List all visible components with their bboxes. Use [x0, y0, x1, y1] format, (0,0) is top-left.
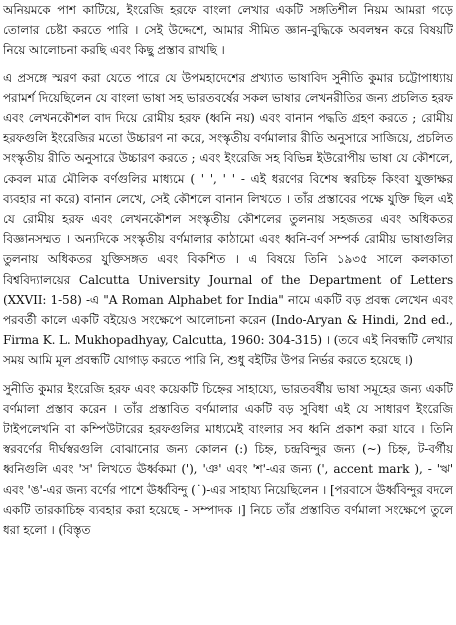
paragraph-intro: অনিয়মকে পাশ কাটিয়ে, ইংরেজি হরফে বাংলা লেখার একটি সঙ্গতিশীল নিয়ম আমরা গড়ে তোলার চেষ্টা করতে পারি । সেই উদ্দেশে, আমার সীমিত জ্ঞান-বুদ্ধিকে অবলম্বন করে বিষয়টি নিয়ে আলোচনা করছি এবং কিছু প্রস্তাব রাখছি । [3, 3, 453, 58]
document-page [3, 0, 453, 625]
paragraph-suniti-proposal: এ প্রসঙ্গে স্মরণ করা যেতে পারে যে উপমহাদেশের প্রখ্যাত ভাষাবিদ সুনীতি কুমার চট্টোপাধ্যায় পরামর্শ দিয়েছিলেন যে বাংলা ভাষা সহ ভারতবর্ষের সকল ভাষার লেখনরীতির জন্য প্রচলিত হরফ এবং লেখনকৌশল বাদ দিয়ে রোমীয় হরফ (ধ্বনি নয়) এবং বানান পদ্ধতি গ্রহণ করতে ; রোমীয় হরফগুলি ইংরেজির মতো উচ্চারণ না করে, সংস্কৃতীয় বর্ণমালার রীতি অনুসারে সাজিয়ে, প্রচলিত সংস্কৃতীয় রীতি অনুসারে উচ্চারণ করতে ; এবং ইংরেজি সহ বিভিন্ন ইউরোপীয় ভাষা যে কৌশলে, কেবল মাত্র মৌলিক বর্ণগুলির মাধ্যমে ( ' ', ' ' - এই ধরণের বিশেষ স্বরচিহ্ন কিংবা যুক্তাক্ষর ব্যবহার না করে) বানান লেখে, সেই কৌশলে বানান লিখতে । তাঁর প্রস্তাবের পক্ষে যুক্তি ছিল এই যে রোমীয় হরফ এবং লেখনকৌশল সংস্কৃতীয় কৌশলের তুলনায় সহজতর এবং অধিকতর বিজ্ঞানসম্মত । অন্যদিকে সংস্কৃতীয় বর্ণমালার কাঠামো এবং ধ্বনি-বর্ণ সম্পর্ক রোমীয় ভাষাগুলির তুলনায় অধিকতর যুক্তিসঙ্গত এবং বিকশিত । এ বিষয়ে তিনি ১৯৩৫ সালে কলকাতা বিশ্ববিদ্যালয়ের Calcutta University Journal of the Department of Letters (XXVII: 1-58) -এ "A Roman Alphabet for India" নামে একটি বড় প্রবন্ধ লেখেন এবং পরবর্তী কালে একটি বইয়েও সংক্ষেপে আলোচনা করেন (Indo-Aryan & Hindi, 2nd ed., Firma K. L. Mukhopadhyay, Calcutta, 1960: 304-315) । (তবে এই নিবন্ধটি লেখার সময় আমি মূল প্রবন্ধটি যোগাড় করতে পারি নি, শুধু বইটির উপর নির্ভর করতে হয়েছে ।) [3, 70, 453, 368]
paragraph-alphabet-description: সুনীতি কুমার ইংরেজি হরফ এবং কয়েকটি চিহ্নের সাহায্যে, ভারতবর্ষীয় ভাষা সমূহের জন্য একটি বর্ণমালা প্রস্তাব করেন । তাঁর প্রস্তাবিত বর্ণমালার একটি বড় সুবিধা এই যে সাধারণ ইংরেজি টাইপলেখনি বা কম্পিউটারের হরফগুলির মাধ্যমেই বাংলার সব ধ্বনি প্রকাশ করা যাবে । তিনি স্বরবর্ণের দীর্ঘস্বরগুলি বোঝানোর জন্য কোলন (:) চিহ্ন, চন্দ্রবিন্দুর জন্য (~) চিহ্ন, ট-বর্গীয় ধ্বনিগুলি এবং 'স' লিখতে ঊর্ধ্বকমা ('), 'ঞ' এবং 'শ'-এর জন্য (', accent mark ), - 'ঋ' এবং 'ঙ'-এর জন্য বর্ণের পাশে ঊর্ধ্ববিন্দু (˙)-এর সাহায্য নিয়েছিলেন । [পরবাসে ঊর্ধ্ববিন্দুর বদলে একটি তারকাচিহ্ন ব্যবহার করা হয়েছে - সম্পাদক ।] নিচে তাঁর প্রস্তাবিত বর্ণমালা সংক্ষেপে তুলে ধরা হলো । (বিস্তৃত [3, 381, 453, 538]
